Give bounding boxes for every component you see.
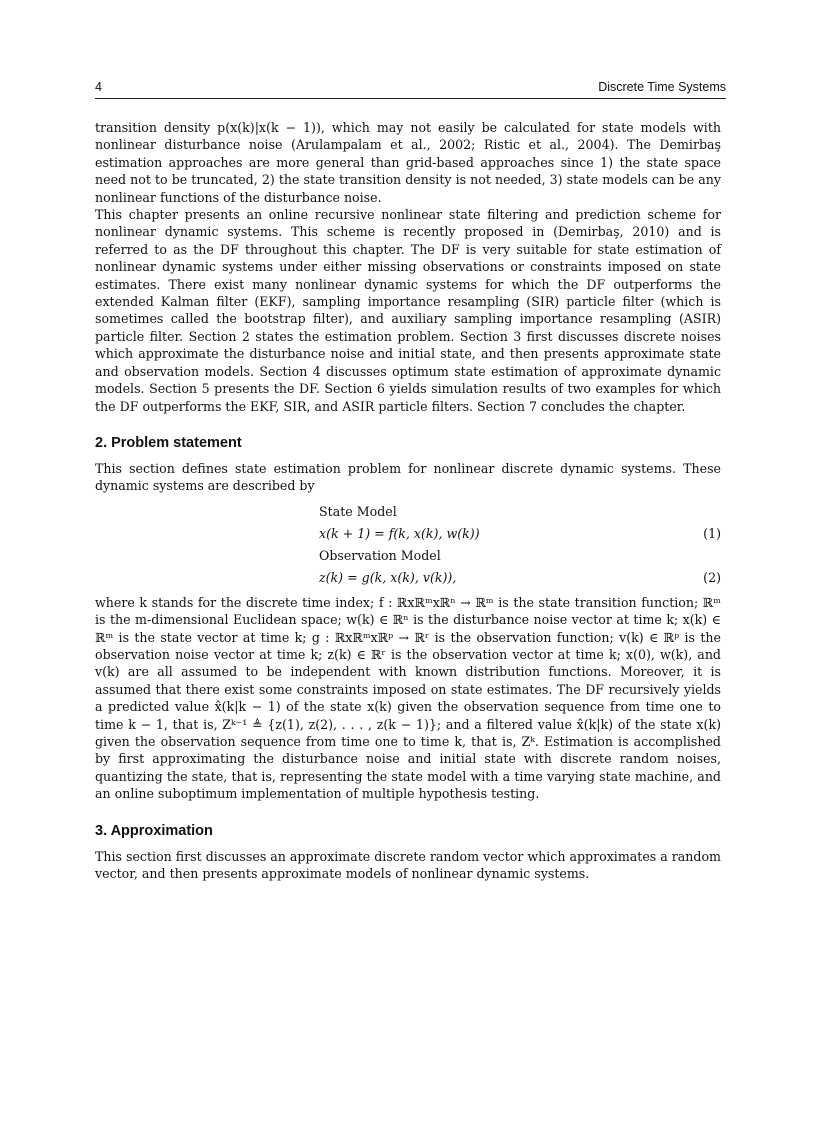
- equation-block: [95, 501, 721, 589]
- paragraph-problem-intro: This section defines state estimation problem for nonlinear discrete dynamic systems. These dynamic systems are described by: [95, 460, 721, 494]
- page-number: 4: [95, 80, 102, 94]
- observation-model-label-row: [95, 545, 721, 567]
- section-heading-approximation: 3. Approximation: [95, 822, 213, 839]
- state-model-equation-row: [95, 523, 721, 545]
- running-title: Discrete Time Systems: [598, 80, 726, 94]
- state-model-equation: x(k + 1) = f(k, x(k), w(k)): [319, 525, 480, 541]
- observation-model-equation-row: [95, 567, 721, 589]
- page-body: [95, 119, 721, 882]
- equation-number-1: (1): [703, 525, 721, 541]
- section-heading-problem-statement: 2. Problem statement: [95, 434, 242, 451]
- running-header: [95, 80, 726, 98]
- paragraph-intro-continued: transition density p(x(k)|x(k − 1)), which may not easily be calculated for state models with nonlinear disturbance noise (Arulampalam et al., 2002; Ristic et al., 2004). The Demirbaş estimation approaches are more general than grid-based approaches since 1) the state space need not to be truncated, 2) the state transition density is not needed, 3) state models can be any nonlinear functions of the disturbance noise.: [95, 120, 721, 205]
- paragraph-approximation-intro: This section first discusses an approximate discrete random vector which approximates a random vector, and then presents approximate models of nonlinear dynamic systems.: [95, 848, 721, 881]
- state-model-label: State Model: [319, 503, 397, 519]
- paragraph-chapter-overview: This chapter presents an online recursive nonlinear state filtering and prediction scheme for nonlinear dynamic systems. This scheme is recently proposed in (Demirbaş, 2010) and is referred to as the DF throughout this chapter. The DF is very suitable for state estimation of nonlinear dynamic systems under either missing observations or constraints imposed on state estimates. There exist many nonlinear dynamic systems for which the DF outperforms the extended Kalman filter (EKF), sampling importance resampling (SIR) particle filter (which is sometimes called the bootstrap filter), and auxiliary sampling importance resampling (ASIR) particle filter. Section 2 states the estimation problem. Section 3 first discusses discrete noises which approximate the disturbance noise and initial state, and then presents approximate state and observation models. Section 4 discusses optimum state estimation of approximate dynamic models. Section 5 presents the DF. Section 6 yields simulation results of two examples for which the DF outperforms the EKF, SIR, and ASIR particle filters. Section 7 concludes the chapter.: [95, 207, 721, 414]
- state-model-label-row: [95, 501, 721, 523]
- observation-model-equation: z(k) = g(k, x(k), v(k)),: [319, 569, 457, 585]
- equation-number-2: (2): [703, 569, 721, 585]
- header-rule: [95, 98, 726, 99]
- paragraph-model-definitions: where k stands for the discrete time index; f : ℝxℝᵐxℝⁿ → ℝᵐ is the state transition function; ℝᵐ is the m-dimensional Euclidean space; w(k) ∈ ℝⁿ is the disturbance noise vector at time k; x(k) ∈ ℝᵐ is the state vector at time k; g : ℝxℝᵐxℝᵖ → ℝʳ is the observation function; v(k) ∈ ℝᵖ is the observation noise vector at time k; z(k) ∈ ℝʳ is the observation vector at time k; x(0), w(k), and v(k) are all assumed to be independent with known distribution functions. Moreover, it is assumed that there exist some constraints imposed on state estimates. The DF recursively yields a predicted value x̂(k|k − 1) of the state x(k) given the observation sequence from time one to time k − 1, that is, Zᵏ⁻¹ ≜ {z(1), z(2), . . . , z(k − 1)}; and a filtered value x̂(k|k) of the state x(k) given the observation sequence from time one to time k, that is, Zᵏ. Estimation is accomplished by first approximating the disturbance noise and initial state with discrete random noises, quantizing the state, that is, representing the state model with a time varying state machine, and an online suboptimum implementation of multiple hypothesis testing.: [95, 594, 721, 802]
- observation-model-label: Observation Model: [319, 547, 441, 563]
